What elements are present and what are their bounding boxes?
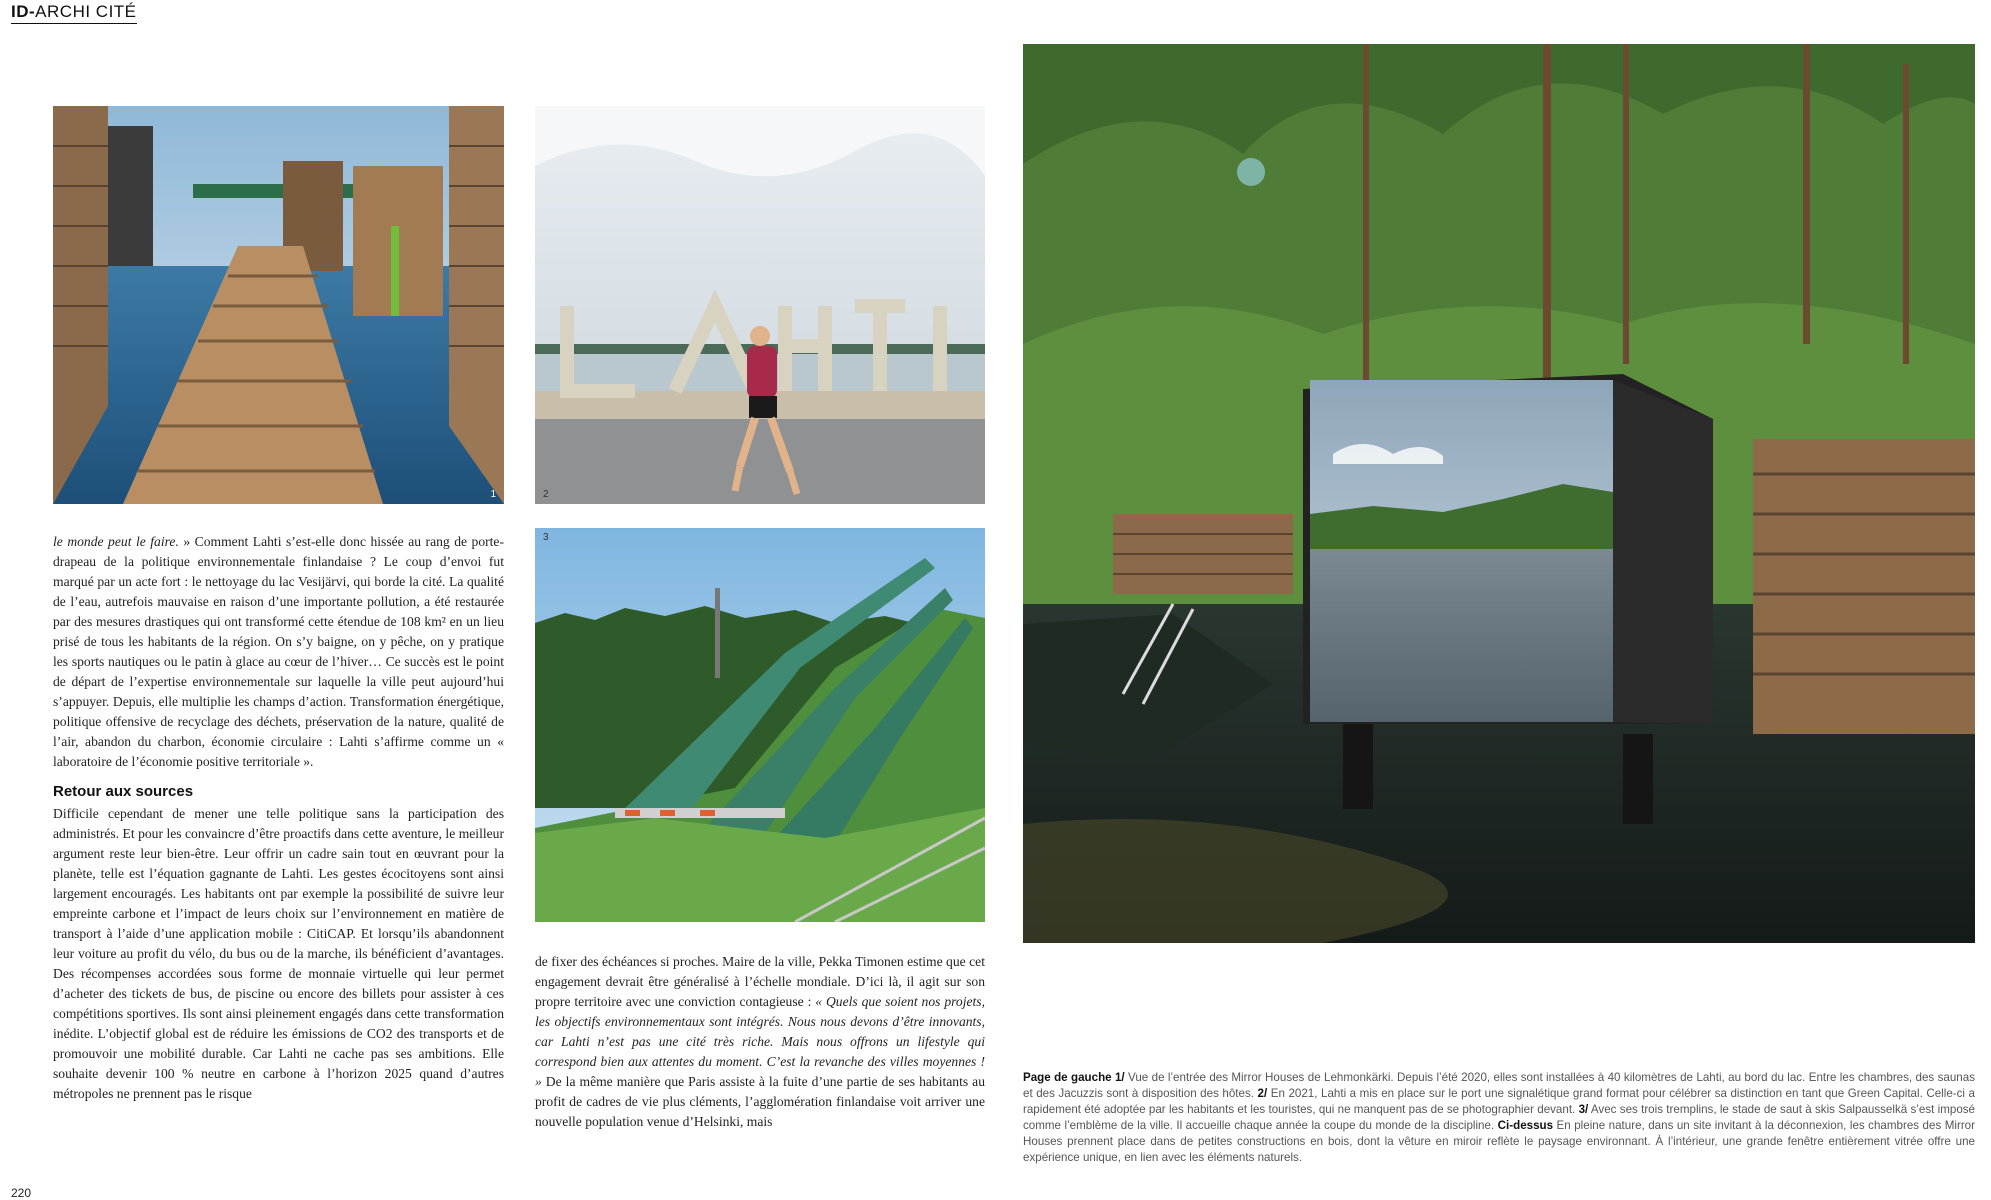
- subheading: Retour aux sources: [53, 783, 194, 800]
- ski-jumps-illustration: [535, 528, 985, 922]
- photo-number: 2: [543, 489, 549, 500]
- paragraph-mayor-text-a: de fixer des échéances si proches. Maire de la ville, Pekka Timonen estime que cet engagement devrait être généralisé à l’échelle mondiale. D’ici là, il agit sur son propre territoire avec une conviction contagieuse :: [535, 954, 985, 1009]
- photo-number: 3: [543, 532, 549, 543]
- caption-text-4: En pleine nature, dans un site invitant à la déconnexion, les chambres des Mirror Houses prennent place dans de petites constructions en bois, dont la vêture en miroir reflète le paysage environnant. À l’intérieur, une grande fenêtre entièrement vitrée offre une expérience unique, en lien avec les éléments naturels.: [1023, 1119, 1975, 1164]
- lahti-sign-illustration: [535, 106, 985, 504]
- photo-lahti-sign: [535, 106, 985, 504]
- paragraph-retour: Difficile cependant de mener une telle politique sans la participation des administrés. Et pour les convaincre d’être proactifs dans cette aventure, le meilleur argument reste leur bien-être. Leur offrir un cadre sain tout en œuvrant pour la planète, telle est l’équation gagnante de Lahti. Les gestes écocitoyens sont ainsi largement encouragés. Les habitants ont par exemple la possibilité de suivre leur empreinte carbone et l’impact de leurs choix sur l’environnement en matière de transport à l’aide d’une application mobile : CitiCAP. Et lorsqu’ils abandonnent leur voiture au profit du vélo, du bus ou de la marche, ils bénéficient d’avantages. Des récompenses accordées sous forme de monnaie virtuelle qui leur permet d’acheter des tickets de bus, de piscine ou encore des billets pour assister à ces compétitions sportives. Ils sont ainsi pleinement engagés dans cette transformation inédite. L’objectif global est de réduire les émissions de CO2 des transports et de promouvoir une mobilité durable. Car Lahti ne cache pas ses ambitions. Elle souhaite devenir 100 % neutre en carbone à l’horizon 2025 quand d’autres métropoles ne prennent pas le risque: [53, 806, 504, 1101]
- paragraph-intro-text: » Comment Lahti s’est-elle donc hissée au rang de porte-drapeau de la politique environnementale finlandaise ? Le coup d’envoi fut marqué par un acte fort : le nettoyage du lac Vesijärvi, qui borde la cité. La qualité de l’eau, autrefois mauvaise en raison d’une importante pollution, a été restaurée par des mesures drastiques qui ont transformé cette étendue de 108 km² en un lieu prisé de tous les habitants de la région. On s’y baigne, on y pêche, on y pratique les sports nautiques ou le patin à glace au cœur de l’hiver… Ce succès est le point de départ de l’expertise environnementale sur laquelle la ville peut aujourd’hui s’appuyer. Depuis, elle multiplie les champs d’action. Transformation énergétique, politique offensive de recyclage des déchets, préservation de la nature, qualité de l’air, abandon du charbon, économie circulaire : Lahti s’affirme comme un « laboratoire de l’économie positive territoriale ».: [53, 534, 504, 769]
- paragraph-intro: [53, 532, 504, 772]
- photo-ski-jumps: [535, 528, 985, 922]
- caption-lead-3: 3/: [1578, 1103, 1589, 1116]
- caption-lead-1: Page de gauche 1/: [1023, 1071, 1125, 1084]
- caption-text-2: En 2021, Lahti a mis en place sur le port une signalétique grand format pour célébrer sa distinction en tant que Green Capital. Celle-ci a rapidement été adoptée par les habitants et les touristes, qui ne manquent pas de se photographier devant.: [1023, 1087, 1975, 1116]
- caption-lead-2: 2/: [1257, 1087, 1268, 1100]
- header-underline: [11, 23, 137, 24]
- photo-mirror-house-cabin: [1023, 44, 1975, 943]
- photo-number: 1: [490, 489, 496, 500]
- caption-text-3: Avec ses trois tremplins, le stade de saut à skis Salpausselkä s’est imposé comme l’emblème de la ville. Il accueille chaque année la coupe du monde de la discipline.: [1023, 1103, 1976, 1132]
- article-column-2: [535, 952, 985, 1132]
- caption-text-1: Vue de l’entrée des Mirror Houses de Lehmonkärki. Depuis l’été 2020, elles sont installées à 40 kilomètres de Lahti, au bord du lac. Entre les chambres, des saunas et des Jacuzzis sont à disposition des hôtes.: [1023, 1071, 1975, 1100]
- mirror-house-illustration: [1023, 44, 1975, 943]
- photo-captions: [1023, 1070, 1975, 1166]
- paragraph-mayor-text-b: De la même manière que Paris assiste à la fuite d’une partie de ses habitants au profit de cadres de vie plus cléments, l’agglomération finlandaise voit arriver une nouvelle population venue d’Helsinki, mais: [535, 1074, 985, 1129]
- photo-mirror-houses-deck: [53, 106, 504, 504]
- section-label: ARCHI CITÉ: [35, 2, 137, 21]
- deck-illustration: [53, 106, 504, 504]
- brand-label: ID-: [11, 2, 36, 21]
- mayor-quote: « Quels que soient nos projets, les objectifs environnementaux sont intégrés. Nous nous devons d’être innovants, car Lahti n’est pas une cité très riche. Mais nous offrons un lifestyle qui correspond bien aux attentes du moment. C’est la revanche des villes moyennes ! »: [535, 994, 985, 1089]
- article-column-1: [53, 532, 504, 1104]
- magazine-header: [11, 2, 137, 22]
- paragraph-mayor: [535, 952, 985, 1132]
- caption-lead-4: Ci-dessus: [1497, 1119, 1554, 1132]
- quote-end: le monde peut le faire.: [53, 534, 179, 549]
- page-number: 220: [11, 1186, 32, 1200]
